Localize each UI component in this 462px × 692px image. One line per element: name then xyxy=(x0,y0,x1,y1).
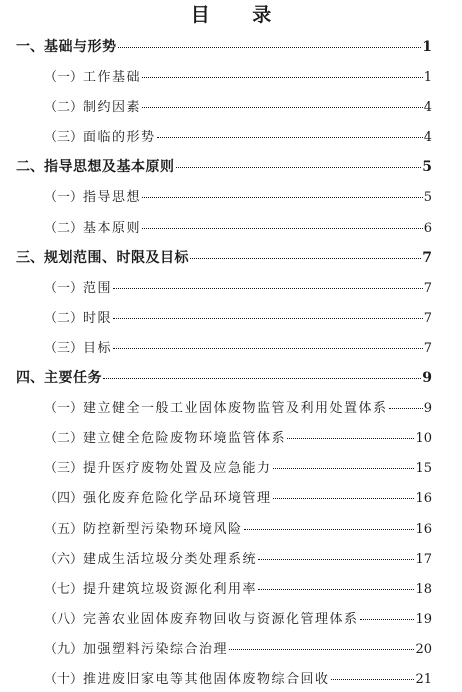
entry-title: 建成生活垃圾分类处理系统 xyxy=(83,551,258,567)
entry-number: （二） xyxy=(44,220,84,236)
entry-page-number: 17 xyxy=(415,551,432,567)
entry-page-number: 19 xyxy=(415,611,432,627)
dot-leader xyxy=(118,47,422,48)
entry-title: 提升建筑垃圾资源化利用率 xyxy=(83,581,258,597)
entry-title: 制约因素 xyxy=(83,100,142,116)
entry-page-number: 7 xyxy=(423,340,432,356)
dot-leader xyxy=(142,197,423,198)
entry-title: 指导思想及基本原则 xyxy=(44,159,175,176)
dot-leader xyxy=(190,258,421,259)
entry-title: 范围 xyxy=(83,280,113,296)
entry-title: 目标 xyxy=(83,340,113,356)
entry-number: 三、 xyxy=(16,249,44,266)
entry-title: 规划范围、时限及目标 xyxy=(44,249,189,266)
toc-section-entry[interactable] xyxy=(0,120,462,150)
entry-number: （七） xyxy=(44,581,84,597)
entry-number: （六） xyxy=(44,551,84,567)
entry-title: 加强塑料污染综合治理 xyxy=(83,641,229,657)
entry-page-number: 10 xyxy=(415,431,432,447)
entry-number: （八） xyxy=(44,611,84,627)
toc-section-entry[interactable] xyxy=(0,391,462,421)
entry-page-number: 4 xyxy=(423,100,432,116)
toc-section-entry[interactable] xyxy=(0,421,462,451)
entry-title: 防控新型污染物环境风险 xyxy=(83,521,243,537)
dot-leader xyxy=(103,378,421,379)
toc-chapter-entry[interactable] xyxy=(0,30,462,60)
dot-leader xyxy=(113,318,423,319)
entry-number: 二、 xyxy=(16,159,44,176)
toc-chapter-entry[interactable] xyxy=(0,150,462,180)
entry-title: 基本原则 xyxy=(83,220,142,236)
entry-page-number: 20 xyxy=(415,641,432,657)
toc-section-entry[interactable] xyxy=(0,512,462,542)
dot-leader xyxy=(331,679,415,680)
entry-number: （二） xyxy=(44,310,84,326)
entry-number: 一、 xyxy=(16,39,44,55)
dot-leader xyxy=(244,529,415,530)
entry-page-number: 6 xyxy=(423,220,432,236)
toc-section-entry[interactable] xyxy=(0,211,462,241)
entry-title: 提升医疗废物处置及应急能力 xyxy=(83,461,272,477)
entry-title: 建立健全一般工业固体废物监管及利用处置体系 xyxy=(83,401,388,417)
toc-section-entry[interactable] xyxy=(0,542,462,572)
entry-number: （一） xyxy=(44,401,84,417)
entry-number: （三） xyxy=(44,130,84,146)
toc-section-entry[interactable] xyxy=(0,632,462,662)
entry-page-number: 5 xyxy=(423,190,432,206)
entry-title: 推进废旧家电等其他固体废物综合回收 xyxy=(83,671,330,687)
entry-title: 时限 xyxy=(83,310,113,326)
dot-leader xyxy=(258,589,414,590)
entry-number: （二） xyxy=(44,100,84,116)
toc-section-entry[interactable] xyxy=(0,180,462,210)
entry-page-number: 7 xyxy=(423,280,432,296)
toc-section-entry[interactable] xyxy=(0,662,462,692)
dot-leader xyxy=(142,228,423,229)
page-title: 目 录 xyxy=(190,4,290,26)
toc-section-entry[interactable] xyxy=(0,90,462,120)
entry-number: （二） xyxy=(44,431,84,447)
entry-number: （三） xyxy=(44,461,84,477)
entry-number: 四、 xyxy=(16,370,44,387)
entry-number: （一） xyxy=(44,190,84,206)
entry-page-number: 1 xyxy=(423,70,432,86)
entry-page-number: 16 xyxy=(415,521,432,537)
toc-section-entry[interactable] xyxy=(0,451,462,481)
dot-leader xyxy=(273,468,415,469)
toc-list xyxy=(0,30,462,692)
entry-title: 指导思想 xyxy=(83,190,142,206)
entry-title: 面临的形势 xyxy=(83,130,156,146)
dot-leader xyxy=(389,408,423,409)
entry-page-number: 5 xyxy=(422,159,432,176)
entry-page-number: 9 xyxy=(422,370,432,387)
entry-title: 工作基础 xyxy=(83,70,142,86)
entry-number: （一） xyxy=(44,280,84,296)
entry-page-number: 16 xyxy=(415,491,432,507)
toc-section-entry[interactable] xyxy=(0,331,462,361)
dot-leader xyxy=(229,649,414,650)
entry-page-number: 15 xyxy=(415,461,432,477)
toc-section-entry[interactable] xyxy=(0,481,462,511)
entry-page-number: 7 xyxy=(423,310,432,326)
entry-number: （十） xyxy=(44,671,84,687)
entry-page-number: 18 xyxy=(415,581,432,597)
toc-chapter-entry[interactable] xyxy=(0,241,462,271)
entry-title: 强化废弃危险化学品环境管理 xyxy=(83,491,272,507)
dot-leader xyxy=(113,288,423,289)
entry-page-number: 1 xyxy=(422,39,432,55)
entry-page-number: 21 xyxy=(415,671,432,687)
toc-section-entry[interactable] xyxy=(0,60,462,90)
dot-leader xyxy=(287,438,414,439)
dot-leader xyxy=(258,559,414,560)
entry-title: 主要任务 xyxy=(44,370,102,387)
entry-page-number: 9 xyxy=(423,401,432,417)
toc-chapter-entry[interactable] xyxy=(0,361,462,391)
dot-leader xyxy=(142,107,423,108)
toc-section-entry[interactable] xyxy=(0,572,462,602)
dot-leader xyxy=(176,167,422,168)
entry-title: 基础与形势 xyxy=(44,39,117,55)
entry-number: （九） xyxy=(44,641,84,657)
dot-leader xyxy=(157,137,423,138)
dot-leader xyxy=(360,619,415,620)
toc-section-entry[interactable] xyxy=(0,301,462,331)
entry-page-number: 4 xyxy=(423,130,432,146)
entry-number: （三） xyxy=(44,340,84,356)
dot-leader xyxy=(273,498,415,499)
entry-number: （一） xyxy=(44,70,84,86)
dot-leader xyxy=(113,348,423,349)
dot-leader xyxy=(142,77,423,78)
entry-number: （四） xyxy=(44,491,84,507)
toc-section-entry[interactable] xyxy=(0,602,462,632)
entry-title: 建立健全危险废物环境监管体系 xyxy=(83,431,287,447)
toc-section-entry[interactable] xyxy=(0,271,462,301)
entry-number: （五） xyxy=(44,521,84,537)
entry-page-number: 7 xyxy=(422,249,432,266)
entry-title: 完善农业固体废弃物回收与资源化管理体系 xyxy=(83,611,359,627)
